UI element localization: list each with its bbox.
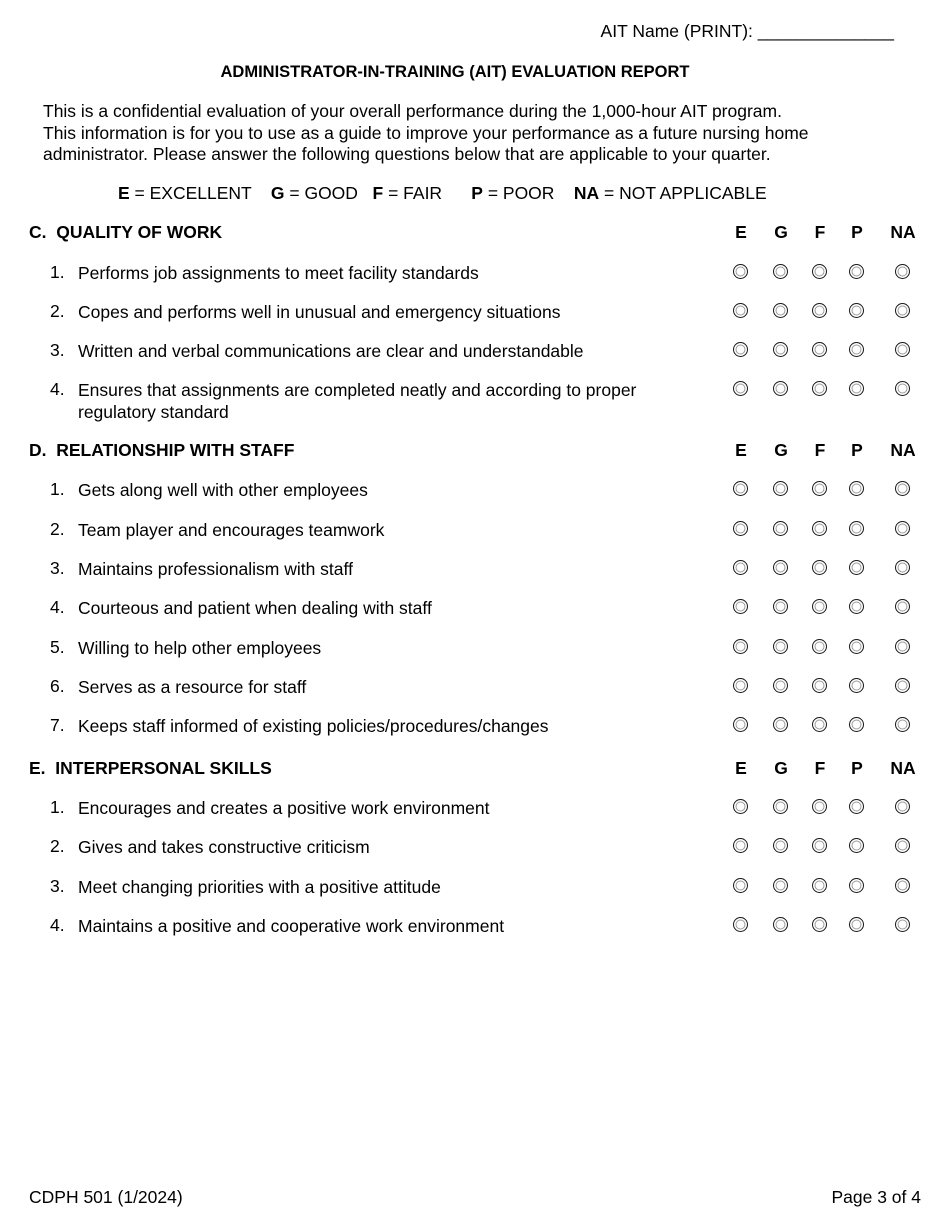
item-number: 1. (50, 262, 65, 282)
ait-name-field-label[interactable]: AIT Name (PRINT): ______________ (600, 21, 894, 41)
rating-column-header: F (814, 440, 826, 460)
rating-radio-f[interactable] (812, 381, 827, 396)
item-text: Team player and encourages teamwork (78, 520, 385, 540)
legend-key: F (372, 183, 384, 203)
item-number: 2. (50, 836, 65, 856)
rating-radio-g[interactable] (773, 560, 788, 575)
intro-line: This information is for you to use as a guide to improve your performance as a future nursing home (43, 122, 809, 143)
item-number: 2. (50, 519, 65, 539)
rating-radio-na[interactable] (895, 521, 910, 536)
item-number: 7. (50, 715, 65, 735)
section-heading: C. QUALITY OF WORK (29, 222, 223, 242)
rating-radio-f[interactable] (812, 878, 827, 893)
form-id: CDPH 501 (1/2024) (29, 1187, 183, 1207)
page-number: Page 3 of 4 (831, 1187, 921, 1207)
legend-value: = POOR (482, 183, 555, 203)
rating-radio-f[interactable] (812, 917, 827, 932)
item-text: Maintains professionalism with staff (78, 559, 353, 579)
rating-radio-p[interactable] (849, 917, 864, 932)
rating-radio-p[interactable] (849, 342, 864, 357)
rating-radio-e[interactable] (733, 878, 748, 893)
rating-radio-na[interactable] (895, 917, 910, 932)
rating-column-header: P (851, 222, 863, 242)
item-number: 3. (50, 876, 65, 896)
rating-radio-f[interactable] (812, 481, 827, 496)
rating-radio-f[interactable] (812, 560, 827, 575)
item-text: Keeps staff informed of existing policies/procedures/changes (78, 716, 549, 736)
rating-radio-p[interactable] (849, 838, 864, 853)
rating-radio-f[interactable] (812, 717, 827, 732)
rating-radio-g[interactable] (773, 799, 788, 814)
rating-radio-na[interactable] (895, 678, 910, 693)
rating-column-header: P (851, 758, 863, 778)
rating-radio-p[interactable] (849, 678, 864, 693)
rating-radio-e[interactable] (733, 481, 748, 496)
rating-radio-e[interactable] (733, 264, 748, 279)
rating-radio-g[interactable] (773, 838, 788, 853)
rating-radio-e[interactable] (733, 799, 748, 814)
rating-column-header: NA (890, 440, 916, 460)
rating-radio-na[interactable] (895, 717, 910, 732)
rating-radio-g[interactable] (773, 639, 788, 654)
rating-radio-e[interactable] (733, 381, 748, 396)
rating-radio-p[interactable] (849, 599, 864, 614)
rating-radio-p[interactable] (849, 717, 864, 732)
rating-radio-e[interactable] (733, 639, 748, 654)
item-number: 2. (50, 301, 65, 321)
rating-radio-p[interactable] (849, 560, 864, 575)
item-text: Meet changing priorities with a positive attitude (78, 877, 441, 897)
item-text: Gives and takes constructive criticism (78, 837, 370, 857)
rating-radio-p[interactable] (849, 303, 864, 318)
rating-radio-f[interactable] (812, 303, 827, 318)
rating-radio-p[interactable] (849, 878, 864, 893)
rating-column-header: E (735, 758, 747, 778)
rating-legend (118, 183, 767, 204)
item-text: Performs job assignments to meet facility standards (78, 263, 479, 283)
page-title: ADMINISTRATOR-IN-TRAINING (AIT) EVALUATION REPORT (220, 63, 690, 81)
intro-line: administrator. Please answer the following questions below that are applicable to your quarter. (43, 144, 771, 164)
item-number: 6. (50, 676, 65, 696)
item-text: Written and verbal communications are clear and understandable (78, 341, 584, 361)
rating-radio-g[interactable] (773, 917, 788, 932)
item-number: 3. (50, 558, 65, 578)
rating-radio-na[interactable] (895, 264, 910, 279)
item-text: Ensures that assignments are completed neatly and according to proper regulatory standard (78, 380, 637, 422)
rating-radio-e[interactable] (733, 303, 748, 318)
rating-radio-e[interactable] (733, 917, 748, 932)
rating-radio-g[interactable] (773, 599, 788, 614)
rating-radio-g[interactable] (773, 342, 788, 357)
rating-column-header: NA (890, 222, 916, 242)
rating-radio-f[interactable] (812, 264, 827, 279)
rating-radio-p[interactable] (849, 639, 864, 654)
intro-line: This is a confidential evaluation of your overall performance during the 1,000-hour AIT program. (43, 101, 782, 121)
rating-radio-f[interactable] (812, 678, 827, 693)
rating-radio-p[interactable] (849, 264, 864, 279)
rating-radio-na[interactable] (895, 599, 910, 614)
item-text: Gets along well with other employees (78, 480, 368, 500)
rating-radio-na[interactable] (895, 639, 910, 654)
rating-radio-p[interactable] (849, 481, 864, 496)
legend-value: = EXCELLENT (129, 183, 252, 203)
rating-column-header: P (851, 440, 863, 460)
item-text: Copes and performs well in unusual and emergency situations (78, 302, 561, 322)
rating-radio-f[interactable] (812, 639, 827, 654)
rating-radio-na[interactable] (895, 381, 910, 396)
item-number: 1. (50, 797, 65, 817)
rating-radio-g[interactable] (773, 264, 788, 279)
item-number: 5. (50, 637, 65, 657)
rating-radio-g[interactable] (773, 717, 788, 732)
legend-key: E (118, 183, 130, 203)
rating-column-header: G (774, 440, 788, 460)
rating-radio-p[interactable] (849, 521, 864, 536)
rating-radio-na[interactable] (895, 878, 910, 893)
rating-radio-na[interactable] (895, 560, 910, 575)
rating-column-header: F (814, 758, 826, 778)
rating-radio-e[interactable] (733, 342, 748, 357)
rating-radio-g[interactable] (773, 678, 788, 693)
item-text: Courteous and patient when dealing with staff (78, 598, 432, 618)
section-heading: E. INTERPERSONAL SKILLS (29, 758, 272, 778)
rating-radio-f[interactable] (812, 838, 827, 853)
rating-radio-na[interactable] (895, 838, 910, 853)
rating-radio-e[interactable] (733, 838, 748, 853)
rating-radio-e[interactable] (733, 678, 748, 693)
intro-paragraph (43, 101, 923, 166)
rating-radio-g[interactable] (773, 303, 788, 318)
rating-radio-f[interactable] (812, 342, 827, 357)
rating-radio-e[interactable] (733, 521, 748, 536)
rating-radio-g[interactable] (773, 481, 788, 496)
rating-radio-na[interactable] (895, 342, 910, 357)
rating-radio-e[interactable] (733, 717, 748, 732)
item-number: 4. (50, 597, 65, 617)
legend-value: = NOT APPLICABLE (599, 183, 767, 203)
rating-radio-g[interactable] (773, 521, 788, 536)
rating-radio-na[interactable] (895, 799, 910, 814)
rating-radio-f[interactable] (812, 799, 827, 814)
rating-radio-na[interactable] (895, 481, 910, 496)
item-text: Serves as a resource for staff (78, 677, 307, 697)
rating-radio-g[interactable] (773, 381, 788, 396)
rating-radio-p[interactable] (849, 381, 864, 396)
legend-key: NA (573, 183, 600, 203)
rating-radio-e[interactable] (733, 599, 748, 614)
legend-key: G (270, 183, 285, 203)
item-text: Encourages and creates a positive work environment (78, 798, 490, 818)
section-heading: D. RELATIONSHIP WITH STAFF (29, 440, 295, 460)
item-text: Maintains a positive and cooperative work environment (78, 916, 505, 936)
rating-radio-f[interactable] (812, 521, 827, 536)
legend-key: P (471, 183, 483, 203)
legend-value: = GOOD (284, 183, 358, 203)
rating-column-header: E (735, 222, 747, 242)
rating-column-header: F (814, 222, 826, 242)
item-text: Willing to help other employees (78, 638, 322, 658)
item-number: 1. (50, 479, 65, 499)
rating-column-header: G (774, 222, 788, 242)
item-number: 3. (50, 340, 65, 360)
rating-column-header: E (735, 440, 747, 460)
rating-radio-f[interactable] (812, 599, 827, 614)
rating-column-header: NA (890, 758, 916, 778)
rating-radio-p[interactable] (849, 799, 864, 814)
rating-radio-e[interactable] (733, 560, 748, 575)
item-number: 4. (50, 915, 65, 935)
rating-radio-g[interactable] (773, 878, 788, 893)
item-number: 4. (50, 379, 65, 399)
rating-radio-na[interactable] (895, 303, 910, 318)
legend-value: = FAIR (383, 183, 443, 203)
rating-column-header: G (774, 758, 788, 778)
